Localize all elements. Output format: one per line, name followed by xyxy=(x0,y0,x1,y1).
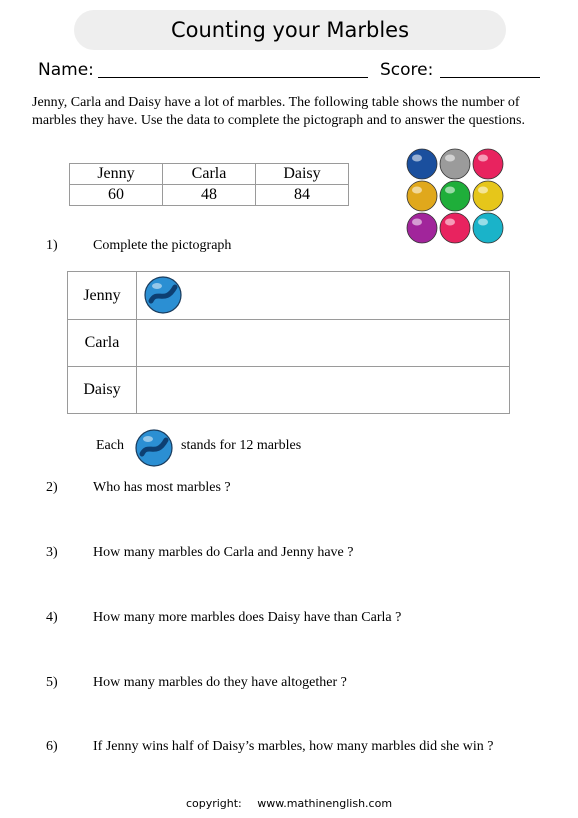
key-description: stands for 12 marbles xyxy=(181,438,302,453)
copyright-label: copyright: xyxy=(185,797,242,810)
marble-icon xyxy=(473,213,503,243)
marble-highlight xyxy=(445,219,455,226)
name-answer-line[interactable] xyxy=(98,77,368,78)
pictograph-marks-cell[interactable] xyxy=(137,319,509,366)
pictograph-marks-cell[interactable] xyxy=(137,272,509,319)
question-number: 2) xyxy=(46,480,58,495)
marble-icon xyxy=(440,181,470,211)
marble-highlight xyxy=(412,219,422,226)
pictograph-row xyxy=(68,272,509,320)
marble-icon xyxy=(473,149,503,179)
question-number: 3) xyxy=(46,545,58,560)
pictograph-row-label: Carla xyxy=(68,319,137,366)
intro-paragraph: Jenny, Carla and Daisy have a lot of marbles. The following table shows the number of marbles they have. Use the data to complete the pictograph and to answer the questions. xyxy=(32,95,525,128)
table-header-cell: Carla xyxy=(163,164,256,185)
marble-icon xyxy=(407,181,437,211)
marble-icon xyxy=(440,213,470,243)
question-number: 6) xyxy=(46,739,58,754)
pictograph-table xyxy=(67,271,510,414)
table-header-cell: Daisy xyxy=(256,164,349,185)
table-row xyxy=(70,185,349,206)
table-cell: 60 xyxy=(70,185,163,206)
pictograph-row-label: Daisy xyxy=(68,366,137,413)
marble-icon xyxy=(473,181,503,211)
marble-highlight xyxy=(412,187,422,194)
table-header-row xyxy=(70,164,349,185)
question-text: Who has most marbles ? xyxy=(93,480,231,495)
marble-highlight xyxy=(478,219,488,226)
website-link[interactable]: www.mathinenglish.com xyxy=(257,797,393,810)
question-text: How many marbles do they have altogether ? xyxy=(93,675,347,690)
marble-highlight xyxy=(478,155,488,162)
marble-icon xyxy=(407,213,437,243)
table-header-cell: Jenny xyxy=(70,164,163,185)
page-title: Counting your Marbles xyxy=(170,18,410,42)
question-number: 1) xyxy=(46,238,58,253)
marble-key-icon xyxy=(134,428,174,468)
marble-icon xyxy=(407,149,437,179)
question-text: How many marbles do Carla and Jenny have ? xyxy=(93,545,354,560)
question-text: How many more marbles does Daisy have than Carla ? xyxy=(93,610,402,625)
marble-highlight xyxy=(412,155,422,162)
question-text: Complete the pictograph xyxy=(93,238,232,253)
question-number: 4) xyxy=(46,610,58,625)
pictograph-marks-cell[interactable] xyxy=(137,366,509,413)
marble-highlight xyxy=(445,187,455,194)
question-text: If Jenny wins half of Daisy’s marbles, how many marbles did she win ? xyxy=(93,739,494,754)
table-cell: 84 xyxy=(256,185,349,206)
score-label: Score: xyxy=(380,60,434,80)
marbles-illustration xyxy=(405,148,507,244)
marble-count-table xyxy=(69,163,349,206)
pictograph-row-label: Jenny xyxy=(68,272,137,319)
pictograph-row xyxy=(68,319,509,367)
marble-icon xyxy=(440,149,470,179)
marble-highlight xyxy=(478,187,488,194)
marble-highlight xyxy=(445,155,455,162)
marble-icon xyxy=(143,275,183,315)
name-label: Name: xyxy=(38,60,94,80)
question-number: 5) xyxy=(46,675,58,690)
score-answer-line[interactable] xyxy=(440,77,540,78)
table-cell: 48 xyxy=(163,185,256,206)
footer xyxy=(0,797,578,810)
key-each-label: Each xyxy=(96,438,124,453)
pictograph-row xyxy=(68,366,509,413)
